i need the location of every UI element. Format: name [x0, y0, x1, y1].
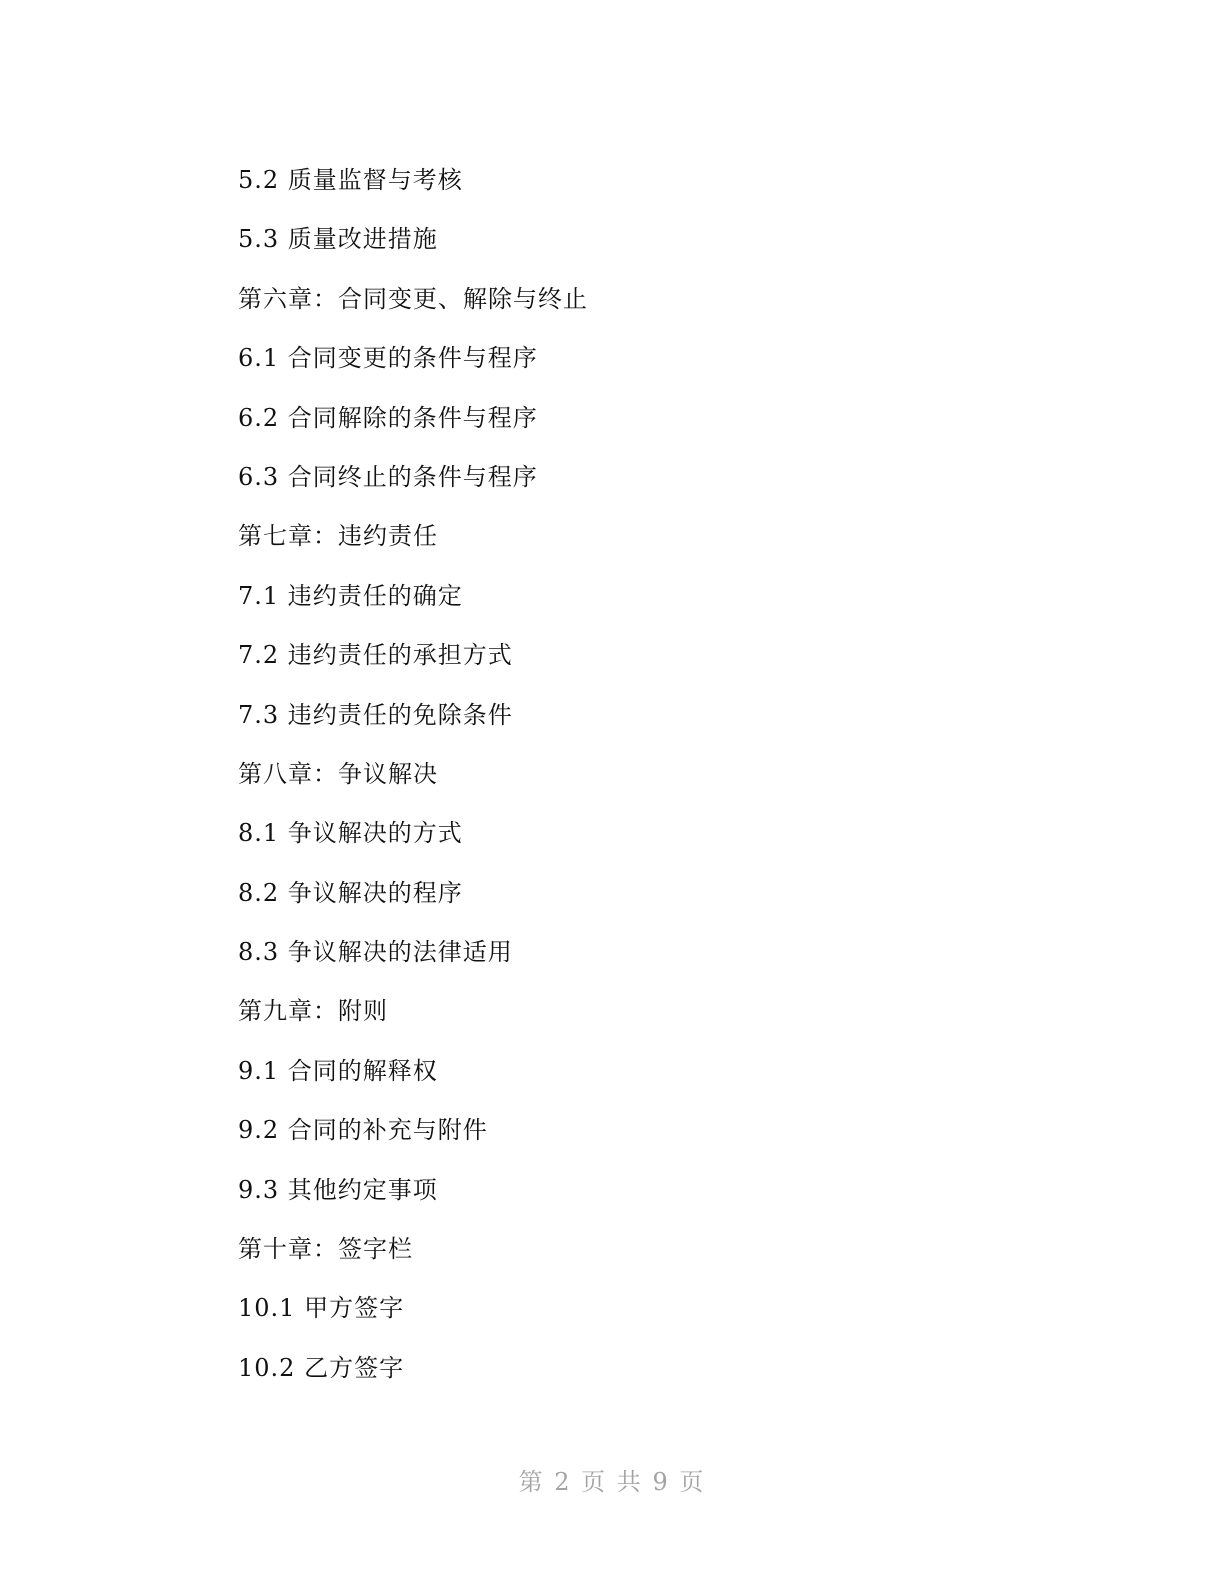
toc-item-7-3: 7.3 违约责任的免除条件	[238, 700, 513, 729]
chapter-9-heading: 第九章：附则	[238, 997, 388, 1026]
toc-item-7-2: 7.2 违约责任的承担方式	[238, 641, 513, 670]
chapter-6-heading: 第六章：合同变更、解除与终止	[238, 284, 588, 313]
toc-item-5-2: 5.2 质量监督与考核	[238, 166, 463, 194]
toc-item-7-1: 7.1 违约责任的确定	[238, 581, 463, 610]
chapter-8-heading: 第八章：争议解决	[238, 759, 438, 788]
toc-item-5-3: 5.3 质量改进措施	[238, 225, 438, 254]
toc-item-9-1: 9.1 合同的解释权	[238, 1056, 438, 1085]
toc-item-10-1: 10.1 甲方签字	[238, 1294, 405, 1323]
toc-item-8-2: 8.2 争议解决的程序	[238, 878, 463, 907]
toc-item-6-2: 6.2 合同解除的条件与程序	[238, 403, 538, 432]
toc-item-9-2: 9.2 合同的补充与附件	[238, 1116, 488, 1145]
table-of-contents	[238, 160, 588, 1407]
toc-item-9-3: 9.3 其他约定事项	[238, 1175, 438, 1204]
page-number-footer: 第 2 页 共 9 页	[518, 1468, 706, 1496]
toc-item-10-2: 10.2 乙方签字	[238, 1353, 405, 1382]
chapter-7-heading: 第七章：违约责任	[238, 522, 438, 551]
toc-item-6-1: 6.1 合同变更的条件与程序	[238, 344, 538, 373]
toc-item-8-1: 8.1 争议解决的方式	[238, 819, 463, 848]
toc-item-8-3: 8.3 争议解决的法律适用	[238, 938, 513, 967]
chapter-10-heading: 第十章：签字栏	[238, 1235, 413, 1264]
toc-item-6-3: 6.3 合同终止的条件与程序	[238, 462, 538, 491]
